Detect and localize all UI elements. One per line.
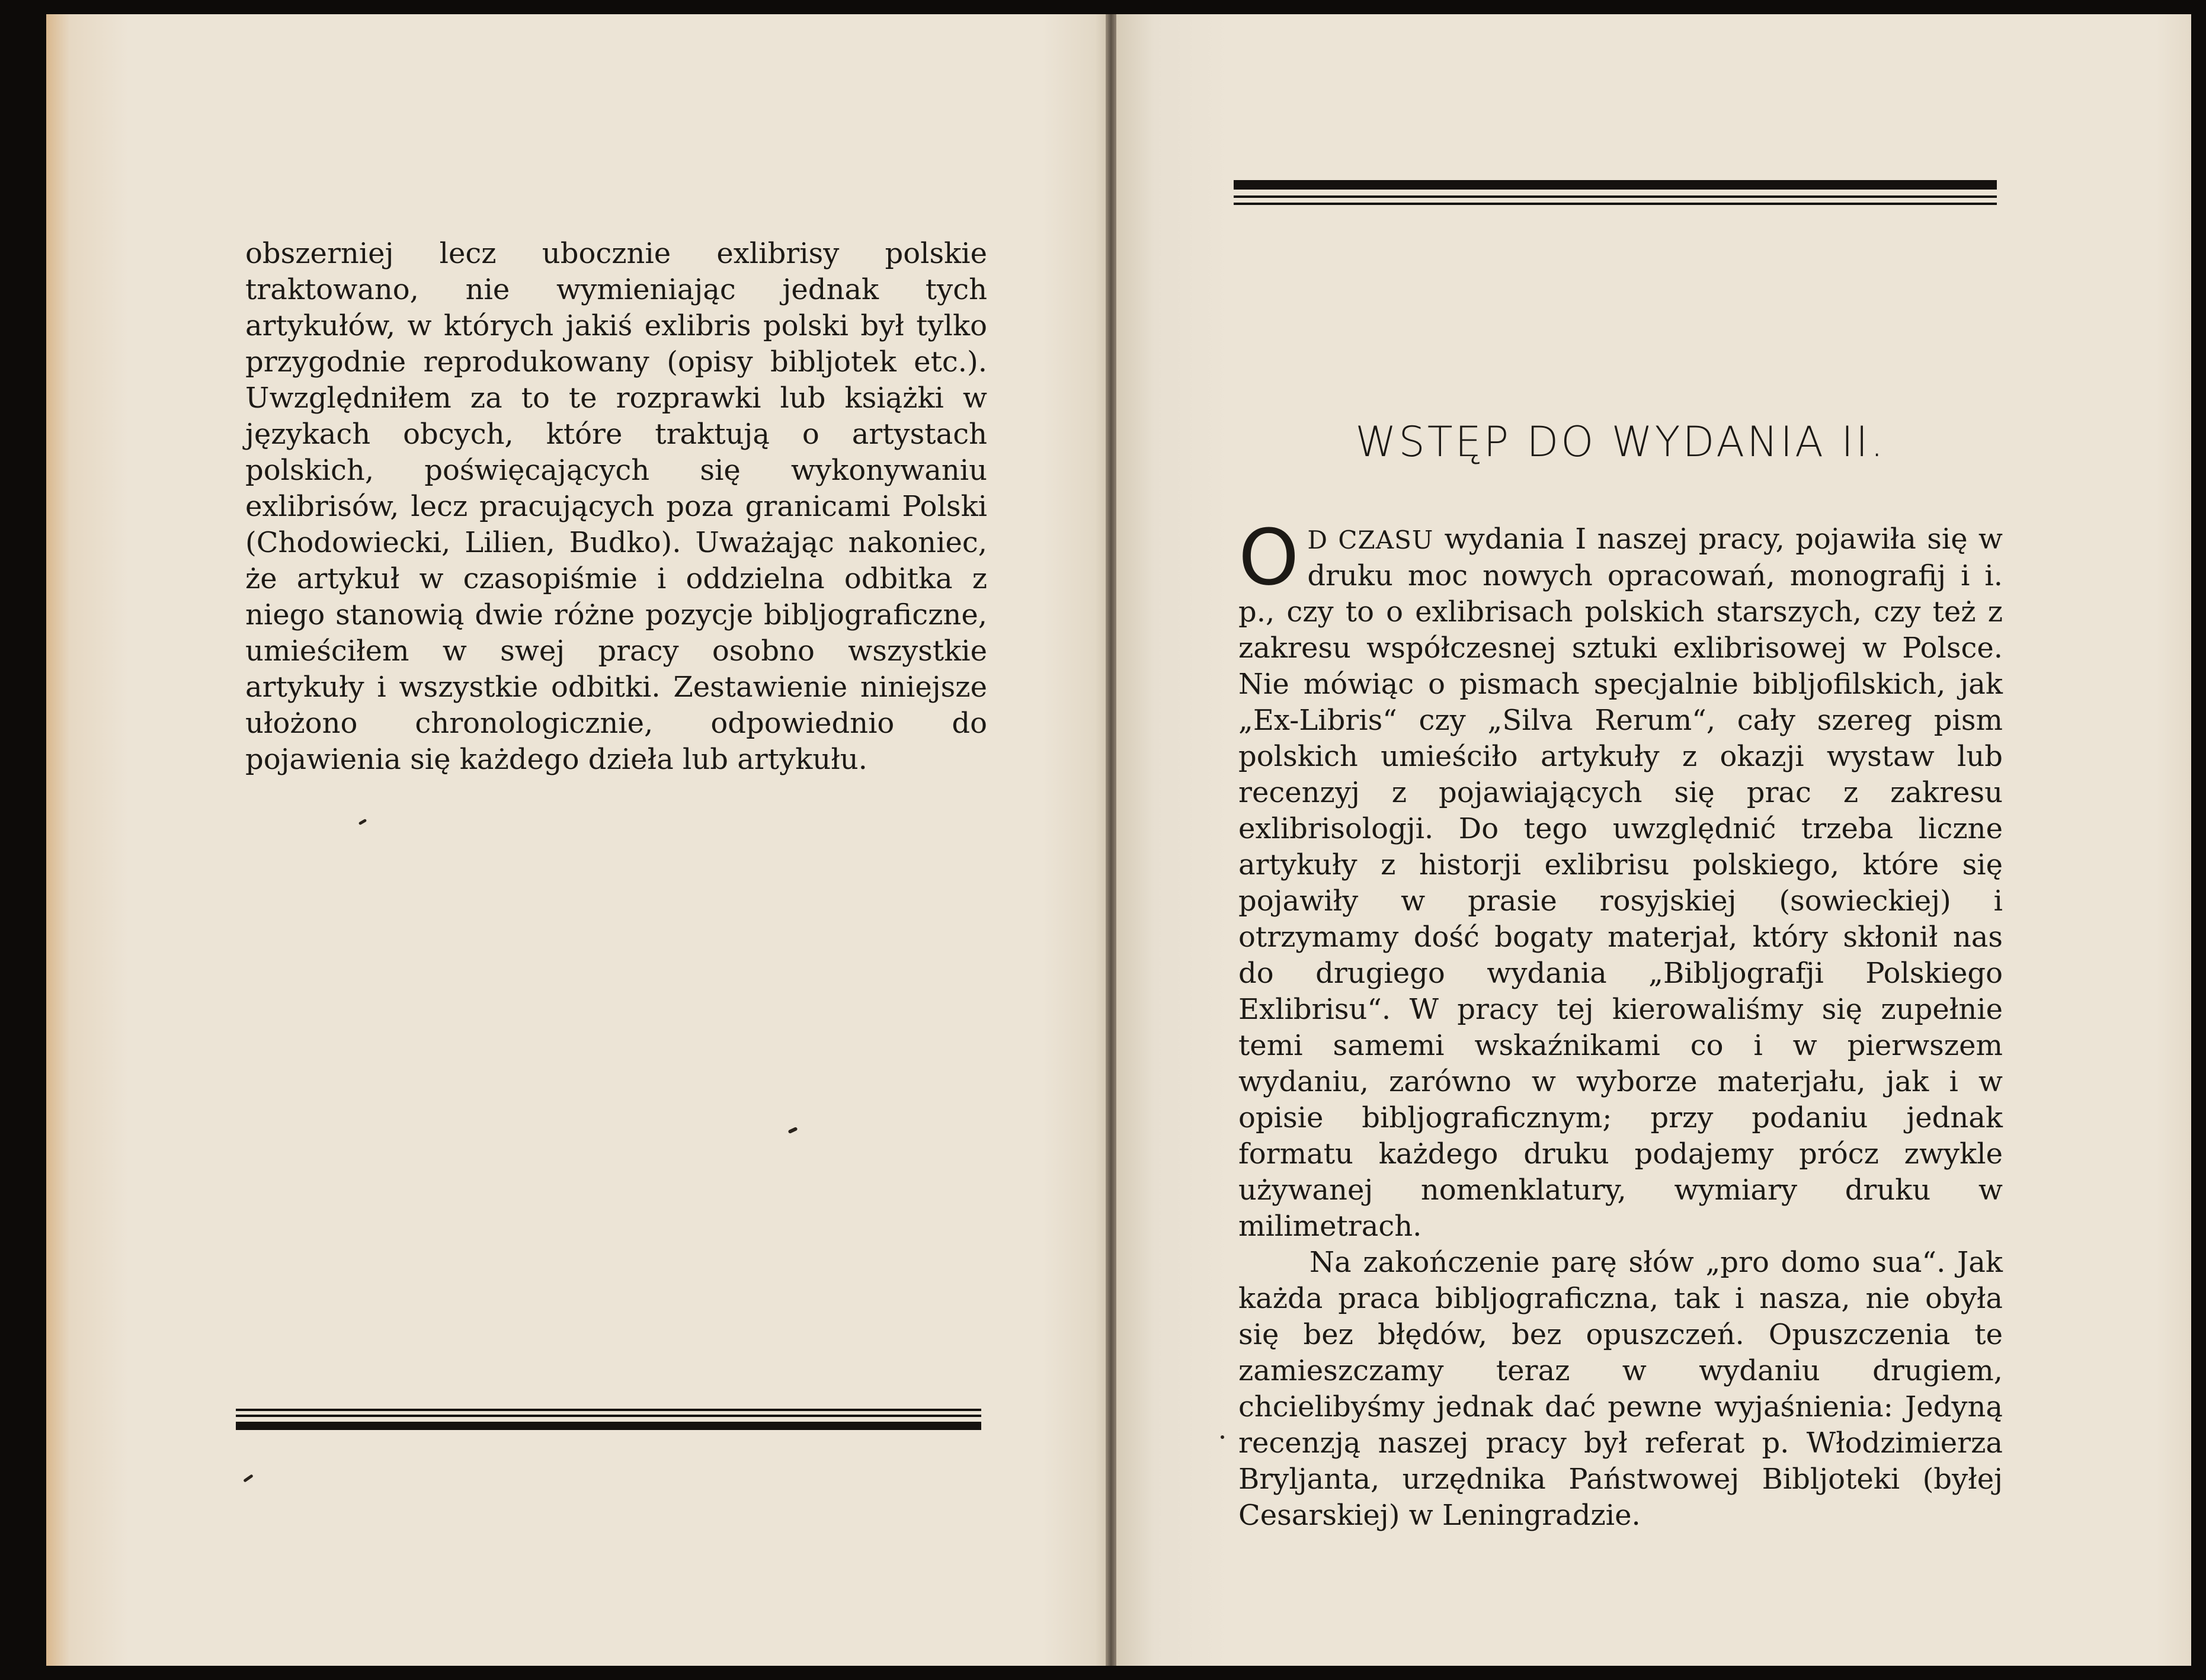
right-page-text <box>1238 512 2003 1534</box>
left-paragraph: obszerniej lecz ubocznie exlibrisy polskie traktowano, nie wymieniając jednak tych artykułów, w których jakiś exlibris polski był tylko przygodnie reprodukowany (opisy bibljotek etc.). Uwzględniłem za to te rozprawki lub książki w językach obcych, które traktują o artystach polskich, poświęcających się wykonywaniu exlibrisów, lecz pracujących poza granicami Polski (Chodowiecki, Lilien, Budko). Uważając nakoniec, że artykuł w czasopiśmie i oddzielna odbitka z niego stanowią dwie różne pozycje bibljograficzne, umieściłem w swej pracy osobno wszystkie artykuły i wszystkie odbitki. Zestawienie niniejsze ułożono chronologicznie, odpowiednio do pojawienia się każdego dzieła lub artykułu. <box>245 237 987 776</box>
chapter-heading: WSTĘP DO WYDANIA II. <box>1355 418 1886 466</box>
paper-speck <box>1221 1435 1224 1439</box>
first-words: D CZASU <box>1307 525 1434 554</box>
book-spine <box>1106 14 1116 1666</box>
right-paragraph-2: Na zakończenie parę słów „pro domo sua“. Jak każda praca bibljograficzna, tak i nasza, nie obyła się bez błędów, bez opuszczeń. Opuszczenia te zamieszczamy teraz w wydaniu drugiem, chcielibyśmy jednak dać pewne wyjaśnienia: Jedyną recenzją naszej pracy był referat p. Włodzimierza Bryljanta, urzędnika Państwowej Bibljoteki (byłej Cesarskiej) w Leningradzie. <box>1238 1246 2003 1532</box>
left-page-text <box>245 236 987 778</box>
drop-cap: O <box>1238 512 1299 602</box>
right-paragraph-1-text: wydania I naszej pracy, pojawiła się w druku moc nowych opracowań, monografij i i. p., czy to o exlibrisach polskich starszych, czy też z zakresu współczesnej sztuki exlibrisowej w Polsce. Nie mówiąc o pismach specjalnie bibljofilskich, jak „Ex-Libris“ czy „Silva Rerum“, cały szereg pism polskich umieściło artykuły z okazji wystaw lub recenzyj z pojawiających się prac z zakresu exlibrisologji. Do tego uwzględnić trzeba liczne artykuły z historji exlibrisu polskiego, które się pojawiły w prasie rosyjskiej (sowieckiej) i otrzymamy dość bogaty materjał, który skłonił nas do drugiego wydania „Bibljografji Polskiego Exlibrisu“. W pracy tej kierowaliśmy się zupełnie temi samemi wskaźnikami co i w pierwszem wydaniu, zarówno w wyborze materjału, jak i w opisie bibljograficznym; przy podaniu jednak formatu każdego druku podajemy prócz zwykle używanej nomenklatury, wymiary druku w milimetrach. <box>1238 522 2003 1243</box>
right-paragraph-1 <box>1238 512 2003 1245</box>
